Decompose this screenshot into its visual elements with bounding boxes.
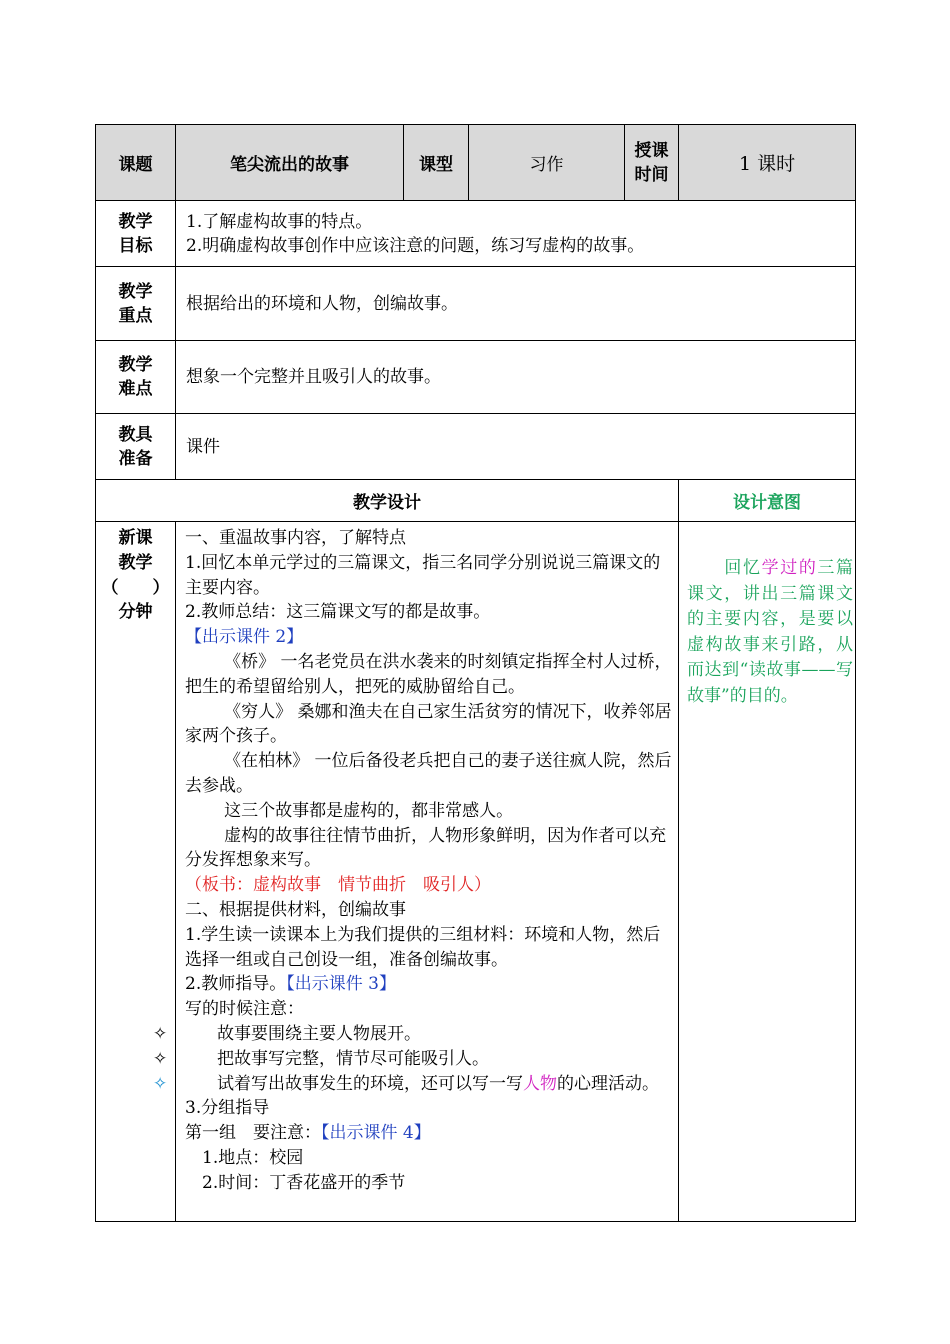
bullet-2-text: 把故事写完整，情节尽可能吸引人。 (217, 1048, 489, 1069)
section-2-step-2 (185, 972, 676, 997)
goals-content (176, 201, 856, 267)
tools-content: 课件 (176, 414, 856, 480)
lesson-plan-table (95, 124, 856, 1222)
goals-row (96, 201, 856, 267)
header-row (96, 125, 856, 201)
bullet-1-text: 故事要围绕主要人物展开。 (217, 1023, 421, 1044)
topic-label: 课题 (96, 125, 176, 201)
bullet-3-text-b: 人物 (523, 1073, 557, 1094)
type-value: 习作 (469, 125, 625, 201)
intent-text-a: 回忆 (724, 558, 762, 578)
difficulty-label-line-1: 教学 (118, 355, 153, 375)
goals-label-line-1: 教学 (118, 211, 153, 232)
courseware-2: 【出示课件 2】 (185, 627, 304, 648)
section-3-title: 3.分组指导 (185, 1098, 270, 1119)
key-point-content: 根据给出的环境和人物，创编故事。 (176, 267, 856, 341)
teaching-body-row (96, 522, 856, 1222)
key-point-label (96, 267, 176, 341)
section-label-line-3: （ ） (101, 577, 170, 598)
design-header: 教学设计 (96, 480, 679, 522)
courseware-3: 【出示课件 3】 (286, 974, 396, 995)
story-poor: 《穷人》 桑娜和渔夫在自己家生活贫穷的情况下，收养邻居家两个孩子。 (185, 701, 672, 747)
diamond-outline-icon: ✧ (153, 1073, 168, 1094)
bullet-3-text-a: 试着写出故事发生的环境，还可以写一写 (217, 1073, 523, 1094)
notes-title: 写的时候注意： (185, 999, 304, 1020)
key-point-label-line-1: 教学 (118, 281, 153, 302)
topic-value: 笔尖流出的故事 (176, 125, 404, 201)
fiction-note: 这三个故事都是虚构的，都非常感人。 (224, 800, 514, 821)
step-2-text: 2.教师指导。 (185, 974, 287, 995)
diamond-outline-icon: ✧ (153, 1023, 168, 1044)
section-label (96, 522, 176, 1222)
goal-line-2: 2.明确虚构故事创作中应该注意的问题，练习写虚构的故事。 (186, 235, 645, 256)
tools-label (96, 414, 176, 480)
section-label-line-1: 新课 (118, 528, 153, 548)
bullet-3-text-c: 的心理活动。 (557, 1073, 659, 1094)
time-label (625, 125, 679, 201)
bullet-item-1 (153, 1022, 676, 1047)
difficulty-label (96, 341, 176, 414)
intent-text-b: 学过的 (761, 558, 818, 578)
goals-label (96, 201, 176, 267)
group-1-text: 第一组 要注意： (185, 1123, 321, 1144)
type-label: 课型 (404, 125, 469, 201)
bullet-item-3 (153, 1072, 676, 1097)
time-value: 1 课时 (679, 125, 856, 201)
key-point-label-line-2: 重点 (118, 305, 153, 326)
difficulty-row (96, 341, 856, 414)
design-header-row (96, 480, 856, 522)
lesson-plan-sheet (95, 124, 855, 1222)
goal-line-1: 1.了解虚构故事的特点。 (186, 211, 373, 232)
group-1-line (185, 1121, 676, 1146)
section-2-title: 二、根据提供材料，创编故事 (185, 899, 406, 920)
tools-label-line-1: 教具 (118, 424, 153, 445)
section-1-title: 一、重温故事内容，了解特点 (185, 528, 406, 548)
tools-label-line-2: 准备 (118, 448, 153, 469)
intent-header: 设计意图 (679, 480, 856, 522)
key-point-row (96, 267, 856, 341)
story-berlin: 《在柏林》 一位后备役老兵把自己的妻子送往疯人院，然后去参战。 (185, 751, 672, 796)
section-label-line-4: 分钟 (118, 602, 153, 623)
goals-label-line-2: 目标 (118, 235, 153, 256)
fiction-feature: 虚构的故事往往情节曲折，人物形象鲜明，因为作者可以充分发挥想象来写。 (185, 825, 667, 871)
bullet-item-2 (153, 1047, 676, 1072)
group-1-place: 1.地点：校园 (202, 1147, 304, 1168)
time-label-line-2: 时间 (634, 164, 669, 185)
story-bridge: 《桥》 一名老党员在洪水袭来的时刻镇定指挥全村人过桥，把生的希望留给别人，把死的威胁留给自己。 (185, 651, 672, 697)
board-note: （板书：虚构故事 情节曲折 吸引人） (185, 875, 491, 896)
tools-row (96, 414, 856, 480)
section-label-line-2: 教学 (118, 552, 153, 573)
design-intent-content (679, 522, 856, 1222)
time-label-line-1: 授课 (634, 140, 669, 161)
intent-text-c: 三篇课文，讲出三篇课文的主要内容，是要以虚构故事来引路，从而达到“读故事——写故事”的目的。 (687, 558, 854, 706)
group-1-time: 2.时间：丁香花盛开的季节 (202, 1172, 406, 1193)
difficulty-label-line-2: 难点 (118, 379, 153, 399)
diamond-outline-icon: ✧ (153, 1048, 168, 1069)
section-2-step-1: 1.学生读一读课本上为我们提供的三组材料：环境和人物，然后选择一组或自己创设一组，准备创编故事。 (185, 924, 661, 970)
section-1-step-2: 2.教师总结：这三篇课文写的都是故事。 (185, 602, 491, 623)
courseware-4: 【出示课件 4】 (321, 1123, 431, 1144)
teaching-design-content (153, 522, 679, 1222)
section-1-step-1: 1.回忆本单元学过的三篇课文，指三名同学分别说说三篇课文的主要内容。 (185, 552, 661, 598)
difficulty-content: 想象一个完整并且吸引人的故事。 (176, 341, 856, 414)
